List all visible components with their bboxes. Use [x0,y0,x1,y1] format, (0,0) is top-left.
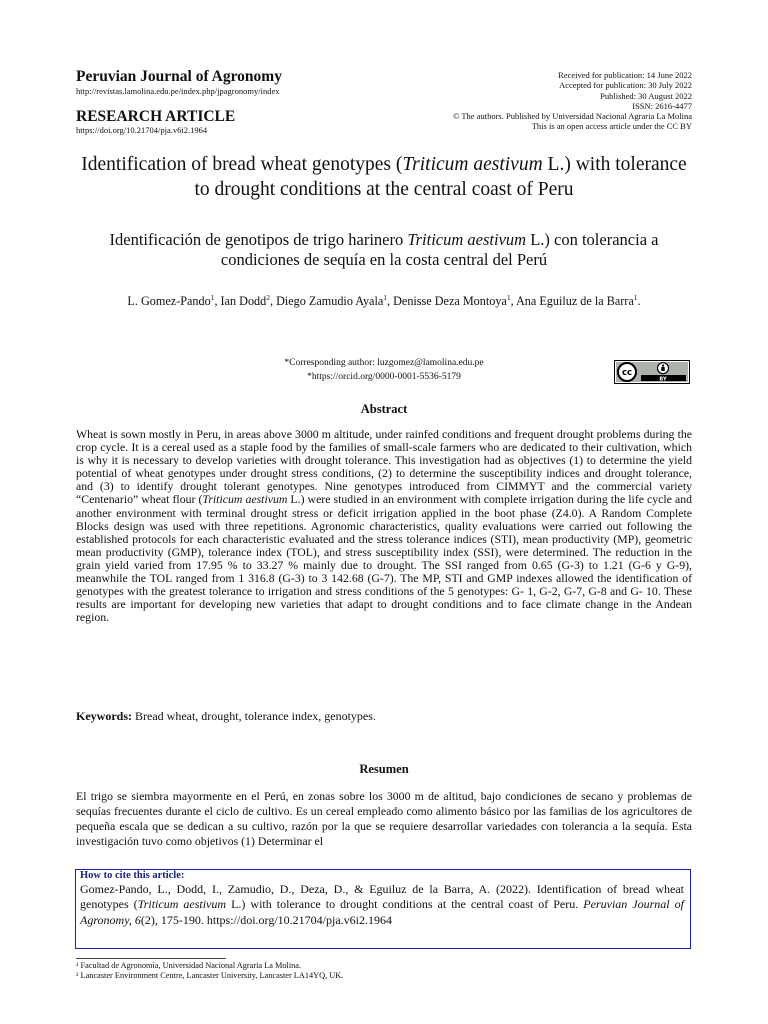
author-affiliation: 1 [383,293,388,302]
citation-text [80,882,684,928]
title-en-species: Triticum aestivum [402,154,543,175]
title-es-part2: L.) con tolerancia a condiciones de sequía en la costa central del Perú [220,230,659,269]
keywords-text: Bread wheat, drought, tolerance index, genotypes. [132,709,376,723]
author-name: Ana Eguiluz de la Barra [516,294,634,309]
author-affiliation: 1 [210,293,215,302]
citation-part1: Gomez-Pando, L., Dodd, I., Zamudio, D., Deza, D., & Eguiluz de la Barra, A. (2022). Identification of bread wheat genotypes ( [80,882,684,912]
title-en-part1: Identification of bread wheat genotypes ( [81,154,403,175]
publication-info [332,70,692,132]
author-name: Denisse Deza Montoya [393,294,507,309]
journal-url-link[interactable]: http://revistas.lamolina.edu.pe/index.php/jpagronomy/index [76,86,280,96]
citation-part3: (2), 175-190. https://doi.org/10.21704/pja.v6i2.1964 [140,912,392,927]
article-title-spanish [76,230,692,270]
citation-species: Triticum aestivum [137,897,227,912]
abstract-species: Triticum aestivum [202,492,288,507]
cc-badge-text: cc [621,368,633,378]
corresponding-author[interactable]: *Corresponding author: luzgomez@lamolina.edu.pe [284,358,484,368]
footnotes [76,961,343,981]
author-list: L. Gomez-Pando$^1$, Ian Dodd$^2$, Diego Zamudio Ayala$^1$, Denisse Deza Montoya$^1$, Ana Eguiluz de la Barra$^1$. [127,293,641,309]
abstract-text [76,428,692,624]
author-name: Ian Dodd [220,294,267,309]
issn: ISSN: 2616-4477 [632,100,692,111]
abstract-part2: L.) were studied in an environment with complete irrigation during the life cycle and another environment with terminal drought stress or deficit irrigation applied in the boot phase (Z4.0). A Random Complete Blocks design was used with three repetitions. Agronomic characteristics, quality evaluations were carried out following the established protocols for each characteristic evaluated and the stress tolerance indices (STI), mean productivity (MP), geometric mean productivity (GMP), tolerance index (TOL), and stress susceptibility index (SSI), were determined. The reduction in the grain yield varied from 17.95 % to 33.27 % mainly due to drought. The SSI ranged from 0.65 (G-3) to 1.21 (G-6 y G-9), meanwhile the TOL ranged from 1 316.8 (G-3) to 3 142.68 (G-7). The MP, STI and GMP indexes allowed the identification of genotypes with the greatest tolerance to irrigation and stress conditions of the 5 genotypes: G- 1, G-2, G-7, G-8 and G- 10. These results are important for developing new varieties that adapt to drought conditions and to face climate change in the Andean region. [76,492,692,625]
orcid-link[interactable]: *https://orcid.org/0000-0001-5536-5179 [307,372,461,382]
accepted-date: Accepted for publication: 30 July 2022 [559,80,692,91]
footnote-divider [76,958,226,959]
footnote-affiliation-2: ² Lancaster Environment Centre, Lancaster University, Lancaster LA14YQ, UK. [76,971,344,980]
abstract-part1: Wheat is sown mostly in Peru, in areas above 3000 m altitude, under rainfed conditions and frequent drought problems during the crop cycle. It is a cereal used as a staple food by the families of small-scale farmers who are dedicated to their cultivation, which is why it is necessary to develop varieties with drought tolerance. This investigation had as objectives (1) to determine the yield potential of wheat genotypes under drought stress conditions, (2) to determine the susceptibility indices and drought tolerance, and (3) to identify drought tolerant genotypes. Nine genotypes introduced from CIMMYT and the commercial variety “Centenario” wheat flour ( [76,427,692,507]
received-date: Received for publication: 14 June 2022 [558,70,692,80]
article-type: RESEARCH ARTICLE [76,108,236,125]
resumen-text: El trigo se siembra mayormente en el Perú, en zonas sobre los 3000 m de altitud, bajo condiciones de secano y problemas de sequías frecuentes durante el ciclo de cultivo. Es un cereal empleado como alimento básico por las familias de los agricultores de pequeña escala que se dedican a su cultivo, razón por la que se requiere desarrollar variedades con tolerancia a la sequía. Esta investigación tuvo como objetivos (1) Determinar el [76,789,692,849]
title-en-part2: L.) with tolerance to drought conditions at the central coast of Peru [194,154,687,200]
abstract-heading: Abstract [360,402,408,416]
citation-box [75,869,691,949]
license-line: This is an open access article under the CC BY [531,121,692,132]
keywords-label: Keywords: [76,709,132,723]
author-name: Diego Zamudio Ayala [276,294,384,309]
title-es-species: Triticum aestivum [407,230,527,249]
published-date: Published: 30 August 2022 [600,90,692,101]
citation-heading: How to cite this article: [80,870,185,881]
resumen-heading: Resumen [359,762,409,776]
by-badge-text: BY [659,376,667,383]
keywords [76,709,692,723]
article-title-english [76,152,692,202]
footnote-affiliation-1: ¹ Facultad de Agronomía, Universidad Nacional Agraria La Molina. [76,961,302,970]
citation-part2: L.) with tolerance to drought conditions at the central coast of Peru. [226,897,584,912]
cc-by-license-icon[interactable] [614,360,690,384]
author-affiliation: 1 [506,293,511,302]
author-affiliation: 2 [266,293,270,302]
title-es-part1: Identificación de genotipos de trigo harinero [109,230,408,249]
journal-name: Peruvian Journal of Agronomy [76,68,282,85]
contact-info [200,356,568,384]
doi-link[interactable]: https://doi.org/10.21704/pja.v6i2.1964 [76,125,208,135]
citation-journal: Peruvian Journal of Agronomy, 6 [80,897,684,927]
author-name: L. Gomez-Pando [127,294,211,309]
author-affiliation: 1 [633,293,638,302]
copyright-line: © The authors. Published by Universidad Nacional Agraria La Molina [452,111,692,122]
